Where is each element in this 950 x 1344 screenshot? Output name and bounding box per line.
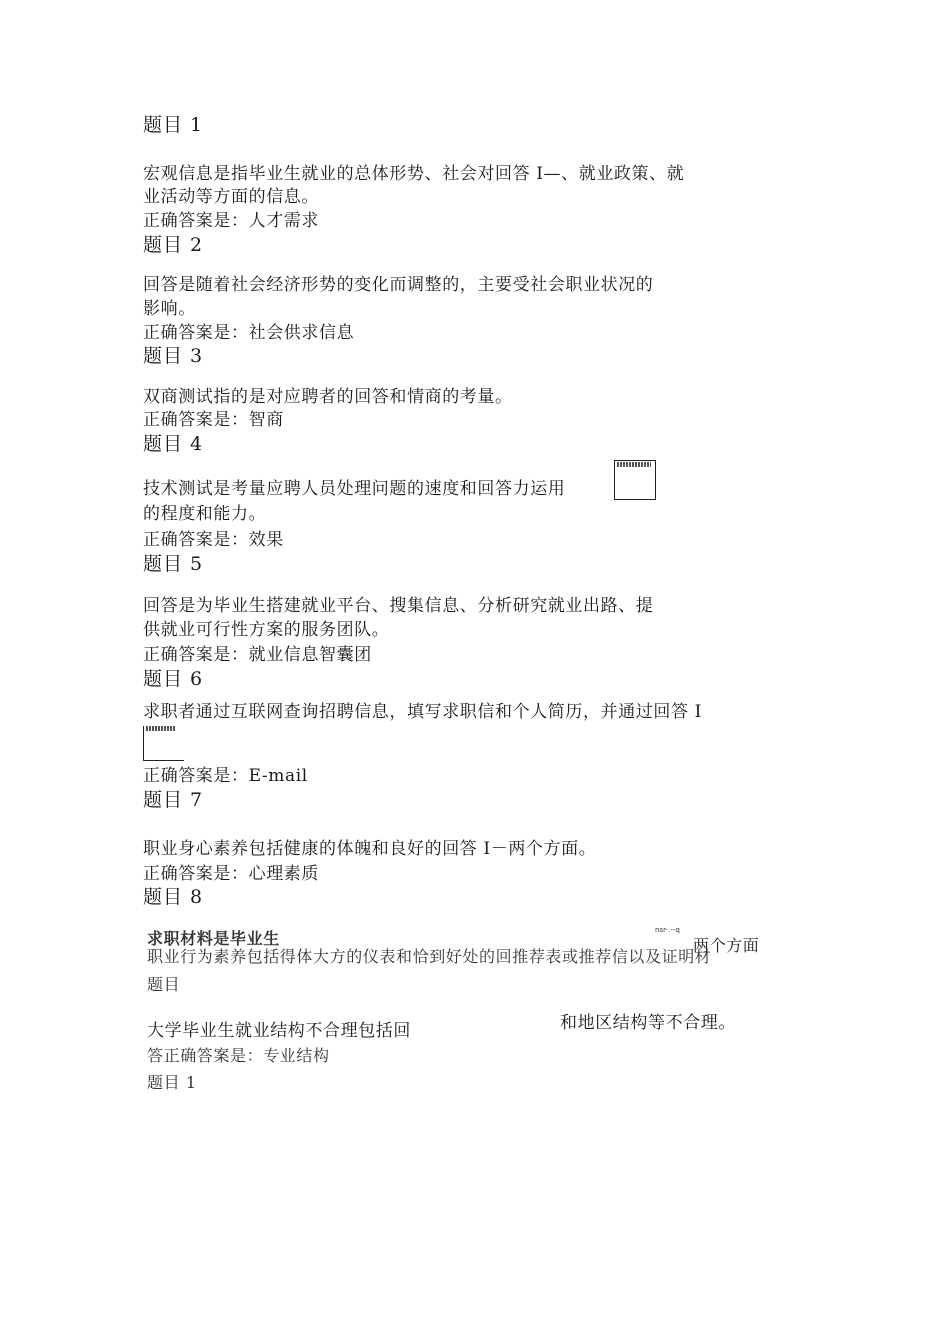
- question-heading: 题目 6: [143, 668, 204, 690]
- answer-input-box[interactable]: [143, 726, 184, 761]
- overlapped-text: 求职材料是毕业生: [147, 929, 280, 948]
- question-text: 供就业可行性方案的服务团队。: [143, 620, 390, 640]
- question-text: 技术测试是考量应聘人员处理问题的速度和回答力运用: [143, 479, 566, 499]
- question-heading: 题目 7: [143, 789, 204, 811]
- question-heading: 题目 8: [143, 886, 204, 908]
- answer-line: 正确答案是：智商: [143, 410, 284, 430]
- question-text: 回答是为毕业生搭建就业平台、搜集信息、分析研究就业出路、提: [143, 596, 654, 616]
- question-text: 和地区结构等不合理。: [560, 1013, 736, 1033]
- question-heading: 题目 2: [143, 234, 204, 256]
- overlapped-text: 两个方面: [693, 936, 760, 955]
- question-text: 大学毕业生就业结构不合理包括回: [147, 1021, 411, 1041]
- question-heading: 题目 5: [143, 553, 204, 575]
- answer-input-box[interactable]: [614, 460, 656, 500]
- question-heading: 题目: [147, 975, 181, 994]
- answer-line: 正确答案是：人才需求: [143, 211, 319, 231]
- question-text: 宏观信息是指毕业生就业的总体形势、社会对回答 I—、就业政策、就: [143, 164, 685, 184]
- question-text: 回答是随着社会经济形势的变化而调整的，主要受社会职业状况的: [143, 275, 654, 295]
- question-text: 的程度和能力。: [143, 504, 267, 524]
- answer-line: 正确答案是：就业信息智囊团: [143, 645, 372, 665]
- answer-line: 答正确答案是：专业结构: [147, 1046, 330, 1065]
- question-heading: 题目 3: [143, 345, 204, 367]
- question-text: 求职者通过互联网查询招聘信息，填写求职信和个人简历，并通过回答 I: [143, 702, 702, 722]
- small-note: nsr-.--q: [655, 926, 680, 934]
- answer-line: 正确答案是：心理素质: [143, 864, 319, 884]
- question-text: 影响。: [143, 299, 196, 319]
- answer-line: 正确答案是：E-mail: [143, 766, 308, 786]
- question-text: 业活动等方面的信息。: [143, 187, 319, 207]
- overlapped-text: 职业行为素养包括得体大方的仪表和恰到好处的回推荐表或推荐信以及证明材: [147, 947, 712, 966]
- question-text: 双商测试指的是对应聘者的回答和情商的考量。: [143, 387, 513, 407]
- question-heading: 题目 1: [143, 114, 204, 136]
- question-heading: 题目 4: [143, 433, 204, 455]
- question-text: 职业身心素养包括健康的体魄和良好的回答 I－两个方面。: [143, 839, 597, 859]
- question-heading: 题目 1: [147, 1073, 197, 1092]
- answer-line: 正确答案是：效果: [143, 530, 284, 550]
- answer-line: 正确答案是：社会供求信息: [143, 323, 355, 343]
